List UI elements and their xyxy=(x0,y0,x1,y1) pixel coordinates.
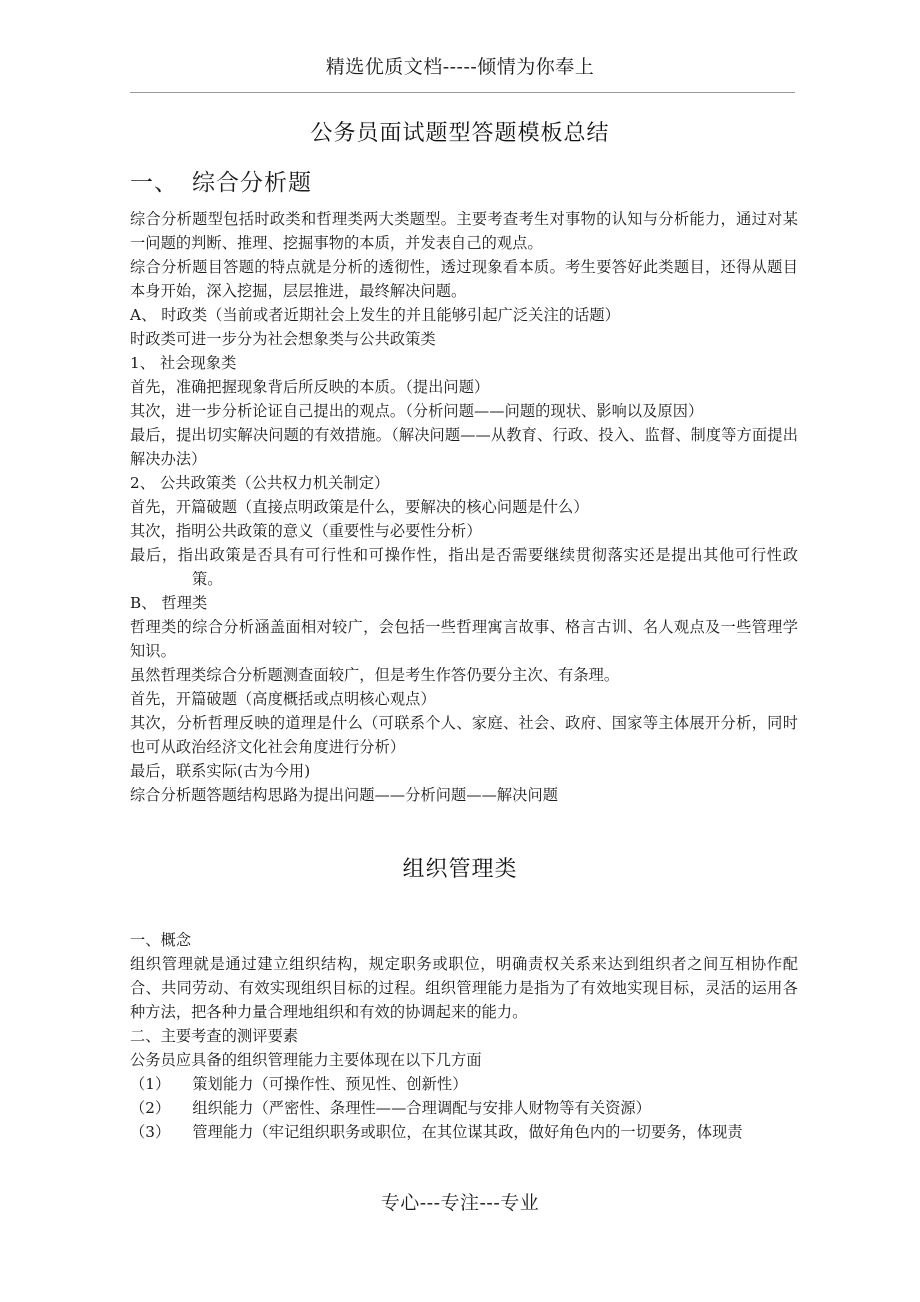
section-1-heading xyxy=(130,166,798,201)
list-item-number: （3） xyxy=(130,1123,171,1141)
page-header-text: 精选优质文档-----倾情为你奉上 xyxy=(325,56,595,78)
paragraph: 首先，准确把握现象背后所反映的本质。（提出问题） xyxy=(130,377,490,396)
section-1-heading-text: 综合分析题 xyxy=(192,170,312,196)
list-item-1: 1、 社会现象类 xyxy=(130,353,237,372)
paragraph: 首先，开篇破题（直接点明政策是什么，要解决的核心问题是什么） xyxy=(130,497,589,516)
list-item xyxy=(130,1096,798,1120)
header-divider xyxy=(130,92,795,93)
paragraph: 其次，进一步分析论证自己提出的观点。（分析问题——问题的现状、影响以及原因） xyxy=(130,401,704,420)
list-item-a: A、 时政类（当前或者近期社会上发生的并且能够引起广泛关注的话题） xyxy=(130,305,620,324)
list-item-number: （1） xyxy=(130,1075,171,1093)
section-2-sub-heading-1: 一、概念 xyxy=(130,931,192,949)
paragraph: 公务员应具备的组织管理能力主要体现在以下几方面 xyxy=(130,1051,482,1069)
paragraph: 组织管理就是通过建立组织结构，规定职务或职位，明确责权关系来达到组织者之间互相协作配合、共同劳动、有效实现组织目标的过程。组织管理能力是指为了有效地实现目标，灵活的运用各种方法，把各种力量合理地组织和有效的协调起来的能力。 xyxy=(130,955,798,1021)
paragraph: 综合分析题型包括时政类和哲理类两大类题型。主要考查考生对事物的认知与分析能力，通过对某一问题的判断、推理、挖掘事物的本质，并发表自己的观点。 xyxy=(130,209,798,252)
list-item-number: （2） xyxy=(130,1099,171,1117)
paragraph: 其次，指明公共政策的意义（重要性与必要性分析） xyxy=(130,521,482,540)
paragraph: 最后，指出政策是否具有可行性和可操作性，指出是否需要继续贯彻落实还是提出其他可行性政策。 xyxy=(130,545,798,588)
paragraph: 其次，分析哲理反映的道理是什么（可联系个人、家庭、社会、政府、国家等主体展开分析，同时也可从政治经济文化社会角度进行分析） xyxy=(130,713,798,756)
paragraph: 首先，开篇破题（高度概括或点明核心观点） xyxy=(130,689,436,708)
list-item-label: 策划能力（可操作性、预见性、创新性） xyxy=(192,1075,468,1093)
list-item xyxy=(130,1120,798,1144)
list-item-label: 管理能力（牢记组织职务或职位，在其位谋其政，做好角色内的一切要务，体现责 xyxy=(192,1123,743,1141)
paragraph: 最后，提出切实解决问题的有效措施。（解决问题——从教育、行政、投入、监督、制度等方面提出解决办法） xyxy=(130,425,798,468)
section-1-content xyxy=(130,166,798,807)
list-item-b: B、 哲理类 xyxy=(130,593,208,612)
paragraph: 时政类可进一步分为社会想象类与公共政策类 xyxy=(130,329,436,348)
section-2-sub-heading-2: 二、主要考查的测评要素 xyxy=(130,1027,299,1045)
section-1-heading-number: 一、 xyxy=(130,170,178,196)
list-item-2: 2、 公共政策类（公共权力机关制定） xyxy=(130,473,390,492)
section-2-title: 组织管理类 xyxy=(402,857,518,882)
paragraph: 哲理类的综合分析涵盖面相对较广，会包括一些哲理寓言故事、格言古训、名人观点及一些管理学知识。 xyxy=(130,617,798,660)
list-item xyxy=(130,1072,798,1096)
paragraph: 虽然哲理类综合分析题测查面较广，但是考生作答仍要分主次、有条理。 xyxy=(130,665,620,684)
list-item-label: 组织能力（严密性、条理性——合理调配与安排人财物等有关资源） xyxy=(192,1099,651,1117)
page-footer: 专心---专注---专业 xyxy=(380,1192,540,1214)
paragraph: 综合分析题答题结构思路为提出问题——分析问题——解决问题 xyxy=(130,785,559,804)
section-2-content xyxy=(130,928,798,1144)
page-title: 公务员面试题型答题模板总结 xyxy=(310,121,610,146)
page-header xyxy=(0,56,920,80)
paragraph: 最后，联系实际(古为今用) xyxy=(130,761,311,780)
paragraph: 综合分析题目答题的特点就是分析的透彻性，透过现象看本质。考生要答好此类题目，还得从题目本身开始，深入挖掘，层层推进，最终解决问题。 xyxy=(130,257,798,300)
